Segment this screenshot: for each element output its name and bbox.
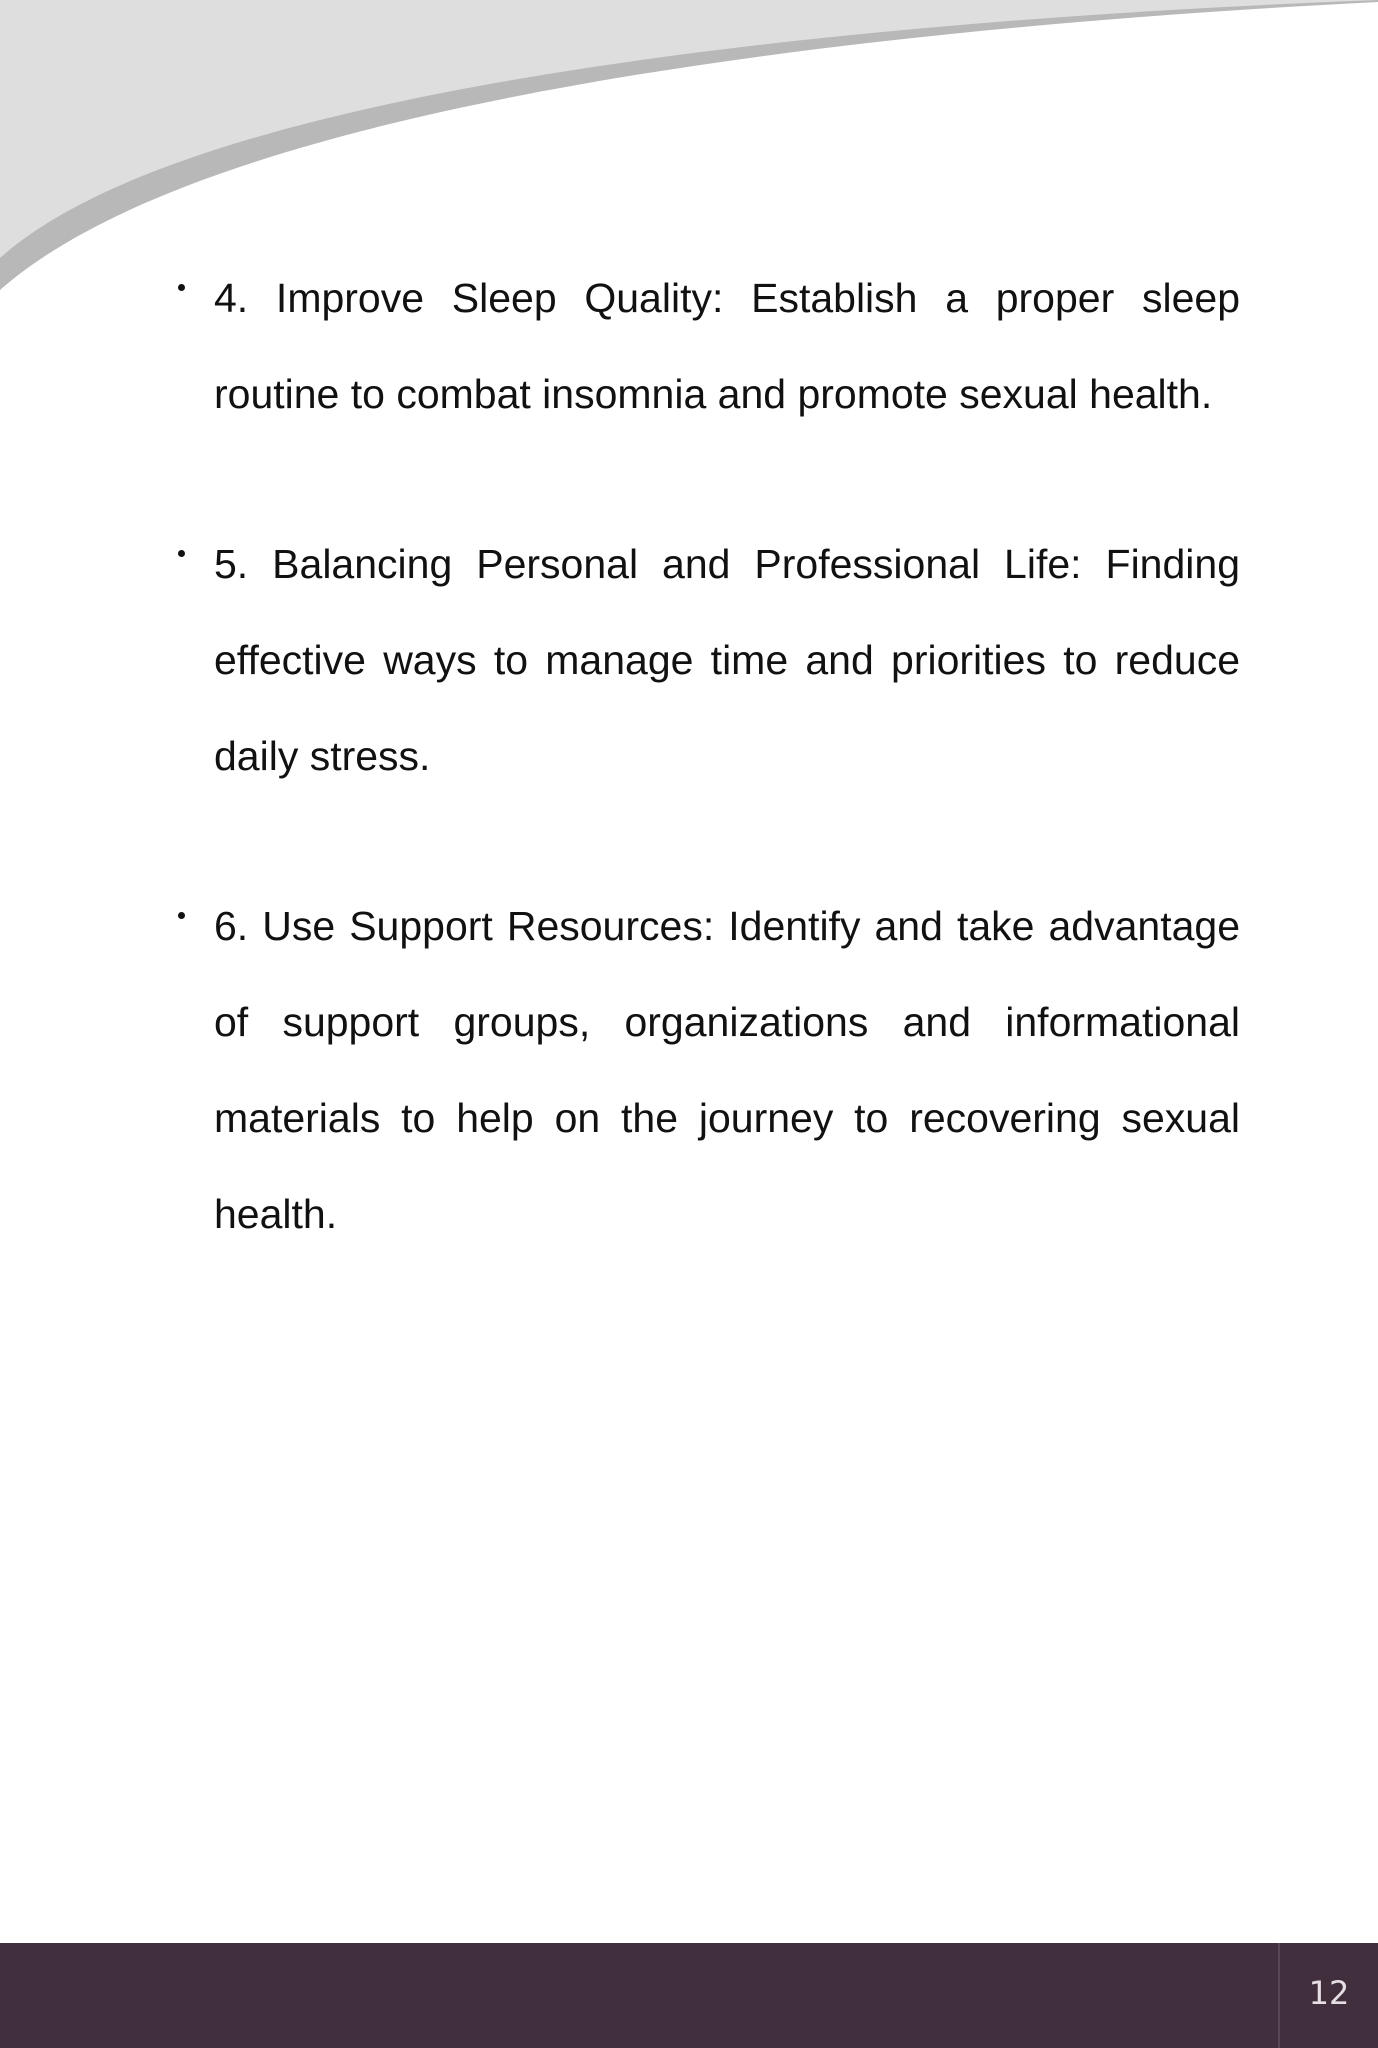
- list-item: [172, 878, 1240, 1262]
- swoosh-light-shape: [0, 0, 1378, 260]
- list-item: [172, 250, 1240, 442]
- footer-bar: [0, 1943, 1378, 2048]
- list-item-text: 5. Balancing Personal and Professional Life: Finding effective ways to manage time and priorities to reduce daily stress.: [214, 541, 1240, 779]
- page-number: 12: [1308, 1974, 1350, 2012]
- bullet-icon: [178, 550, 185, 557]
- content-area: [172, 272, 1240, 1358]
- bullet-icon: [178, 912, 185, 919]
- list-item-text: 6. Use Support Resources: Identify and take advantage of support groups, organizations and informational materials to help on the journey to recovering sexual health.: [214, 903, 1240, 1237]
- list-item-text: 4. Improve Sleep Quality: Establish a proper sleep routine to combat insomnia and promote sexual health.: [214, 275, 1240, 417]
- bullet-list: [172, 250, 1240, 1262]
- list-item: [172, 516, 1240, 804]
- bullet-icon: [178, 284, 185, 291]
